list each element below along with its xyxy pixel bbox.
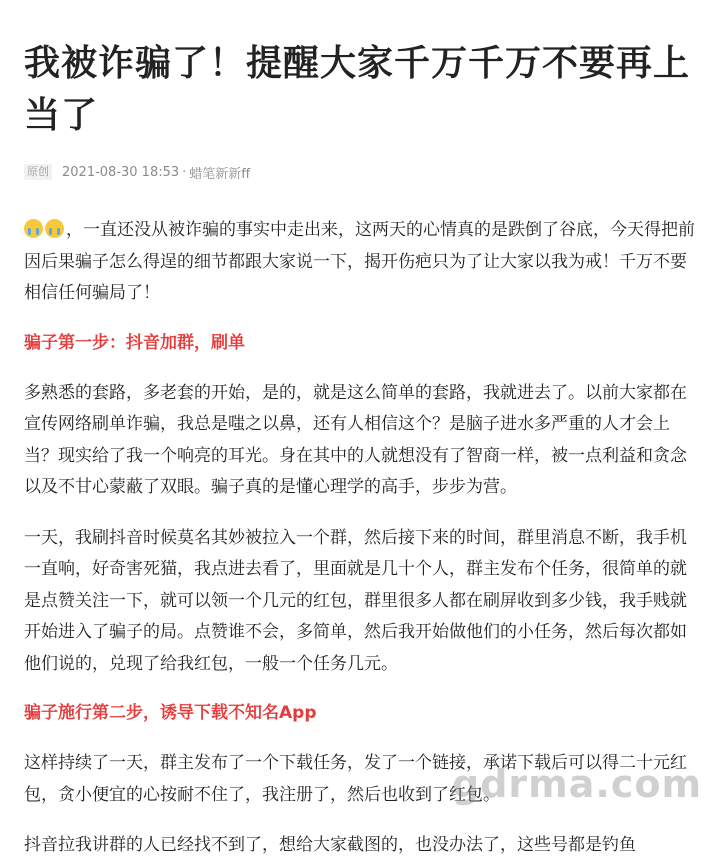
crying-face-icon xyxy=(24,219,43,238)
section-heading-2: 骗子施行第二步，诱导下载不知名App xyxy=(24,703,317,723)
article xyxy=(24,0,703,862)
publish-date: 2021-08-30 18:53 xyxy=(62,164,180,180)
body-paragraph: 抖音拉我讲群的人已经找不到了，想给大家截图的，也没办法了，这些号都是钓鱼 xyxy=(24,835,636,855)
article-title: 我被诈骗了！提醒大家千万千万不要再上当了 xyxy=(24,43,691,136)
section-heading-1: 骗子第一步：抖音加群，刷单 xyxy=(24,332,245,353)
crying-face-icon xyxy=(45,219,64,238)
author-name[interactable]: 蜡笔新新ff xyxy=(189,166,251,182)
meta-separator: · xyxy=(182,164,187,180)
body-paragraph: 这样持续了一天，群主发布了一个下载任务，发了一个链接，承诺下载后可以得二十元红包，贪小便宜的心按耐不住了，我注册了，然后也收到了红包。 xyxy=(24,753,687,805)
body-paragraph: 一天，我刷抖音时候莫名其妙被拉入一个群，然后接下来的时间，群里消息不断，我手机一直响，好奇害死猫，我点进去看了，里面就是几十个人，群主发布个任务，很简单的就是点赞关注一下，就可以领一个几元的红包，群里很多人都在刷屏收到多少钱，我手贱就开始进入了骗子的局。点赞谁不会，多简单，然后我开始做他们的小任务，然后每次都如他们说的，兑现了给我红包，一般一个任务几元。 xyxy=(24,527,687,674)
intro-text: ，一直还没从被诈骗的事实中走出来，这两天的心情真的是跌倒了谷底，今天得把前因后果骗子怎么得逞的细节都跟大家说一下，揭开伤疤只为了让大家以我为戒！千万不要相信任何骗局了！ xyxy=(24,220,695,303)
intro-paragraph xyxy=(24,215,700,310)
original-badge: 原创 xyxy=(24,164,52,180)
body-paragraph: 多熟悉的套路，多老套的开始，是的，就是这么简单的套路，我就进去了。以前大家都在宣传网络刷单诈骗，我总是嗤之以鼻，还有人相信这个？是脑子进水多严重的人才会上当？现实给了我一个响亮的耳光。身在其中的人就想没有了智商一样，被一点利益和贪念以及不甘心蒙蔽了双眼。骗子真的是懂心理学的高手，步步为营。 xyxy=(24,382,687,497)
site-watermark: gdrma.com xyxy=(452,762,703,806)
article-meta xyxy=(24,162,700,182)
